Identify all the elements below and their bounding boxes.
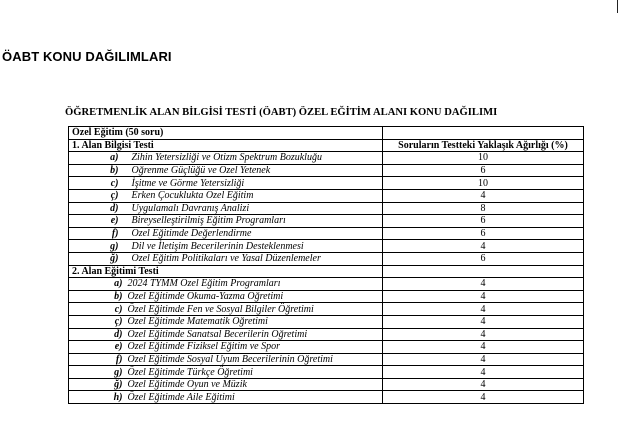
topic-letter: e) [69,341,125,354]
table-row [69,164,584,177]
weight-value: 6 [383,164,584,177]
topic-name: Uygulamalı Davranış Analizi [125,202,383,215]
topic-letter: f) [69,353,125,366]
weight-value: 4 [383,378,584,391]
topic-letter: d) [69,328,125,341]
topic-name: Öğrenme Güçlüğü ve Özel Yetenek [125,164,383,177]
topic-name: İşitme ve Görme Yetersizliği [125,177,383,190]
table-row [69,366,584,379]
weight-value: 10 [383,152,584,165]
topic-name: Özel Eğitimde Türkçe Öğretimi [125,366,383,379]
table-row [69,252,584,265]
table-row [69,328,584,341]
table-row [69,303,584,316]
document-title: ÖĞRETMENLİK ALAN BİLGİSİ TESTİ (ÖABT) ÖZEL EĞİTİM ALANI KONU DAĞILIMI [65,107,498,118]
weight-value: 4 [383,303,584,316]
topic-letter: c) [69,303,125,316]
text-cursor [617,0,618,13]
exam-label-row [69,127,584,140]
weight-value: 4 [383,189,584,202]
topic-letter: ç) [69,189,125,202]
topic-letter: g) [69,366,125,379]
weight-value: 6 [383,252,584,265]
table-row [69,152,584,165]
topic-letter: h) [69,391,125,404]
table-row [69,227,584,240]
weight-header: Soruların Testteki Yaklaşık Ağırlığı (%) [383,139,584,152]
topic-name: Özel Eğitimde Aile Eğitimi [125,391,383,404]
section1-title: 1. Alan Bilgisi Testi [69,139,383,152]
topic-letter: e) [69,215,125,228]
table-row [69,378,584,391]
exam-label: Özel Eğitim (50 soru) [69,127,383,140]
topic-letter: g) [69,240,125,253]
table-row [69,290,584,303]
table-row [69,391,584,404]
topic-letter: c) [69,177,125,190]
topic-letter: b) [69,290,125,303]
weight-value: 6 [383,215,584,228]
topic-name: Özel Eğitimde Matematik Öğretimi [125,315,383,328]
topic-letter: b) [69,164,125,177]
topic-name: Özel Eğitimde Oyun ve Müzik [125,378,383,391]
topic-letter: a) [69,152,125,165]
topic-letter: ç) [69,315,125,328]
topic-name: Zihin Yetersizliği ve Otizm Spektrum Bozukluğu [125,152,383,165]
topic-name: Özel Eğitimde Fen ve Sosyal Bilgiler Öğretimi [125,303,383,316]
weight-value: 10 [383,177,584,190]
table-row [69,177,584,190]
table-row [69,315,584,328]
table-row [69,353,584,366]
weight-value: 4 [383,341,584,354]
topic-letter: a) [69,278,125,291]
table-row [69,278,584,291]
topic-letter: ğ) [69,252,125,265]
topic-name: 2024 TYMM Özel Eğitim Programları [125,278,383,291]
topic-name: Erken Çocuklukta Özel Eğitim [125,189,383,202]
empty-cell [383,127,584,140]
table-row [69,202,584,215]
weight-value: 4 [383,391,584,404]
section2-header-row [69,265,584,278]
topic-name: Bireyselleştirilmiş Eğitim Programları [125,215,383,228]
topic-letter: ğ) [69,378,125,391]
section1-header-row [69,139,584,152]
table-row [69,240,584,253]
weight-value: 6 [383,227,584,240]
topic-name: Özel Eğitim Politikaları ve Yasal Düzenlemeler [125,252,383,265]
topic-name: Dil ve İletişim Becerilerinin Desteklenmesi [125,240,383,253]
topic-letter: d) [69,202,125,215]
weight-value: 4 [383,366,584,379]
topic-name: Özel Eğitimde Sanatsal Becerilerin Öğretimi [125,328,383,341]
weight-value: 4 [383,290,584,303]
topic-name: Özel Eğitimde Değerlendirme [125,227,383,240]
weight-value: 4 [383,278,584,291]
table-row [69,215,584,228]
weight-value: 4 [383,328,584,341]
section2-title: 2. Alan Eğitimi Testi [69,265,383,278]
weight-value: 4 [383,353,584,366]
empty-cell [383,265,584,278]
weight-value: 8 [383,202,584,215]
topic-name: Özel Eğitimde Fiziksel Eğitim ve Spor [125,341,383,354]
topic-name: Özel Eğitimde Sosyal Uyum Becerilerinin Öğretimi [125,353,383,366]
page-heading: ÖABT KONU DAĞILIMLARI [2,49,172,64]
topic-name: Özel Eğitimde Okuma-Yazma Öğretimi [125,290,383,303]
weight-value: 4 [383,315,584,328]
topic-letter: f) [69,227,125,240]
topic-distribution-table [68,126,584,404]
table-row [69,341,584,354]
weight-value: 4 [383,240,584,253]
table-row [69,189,584,202]
